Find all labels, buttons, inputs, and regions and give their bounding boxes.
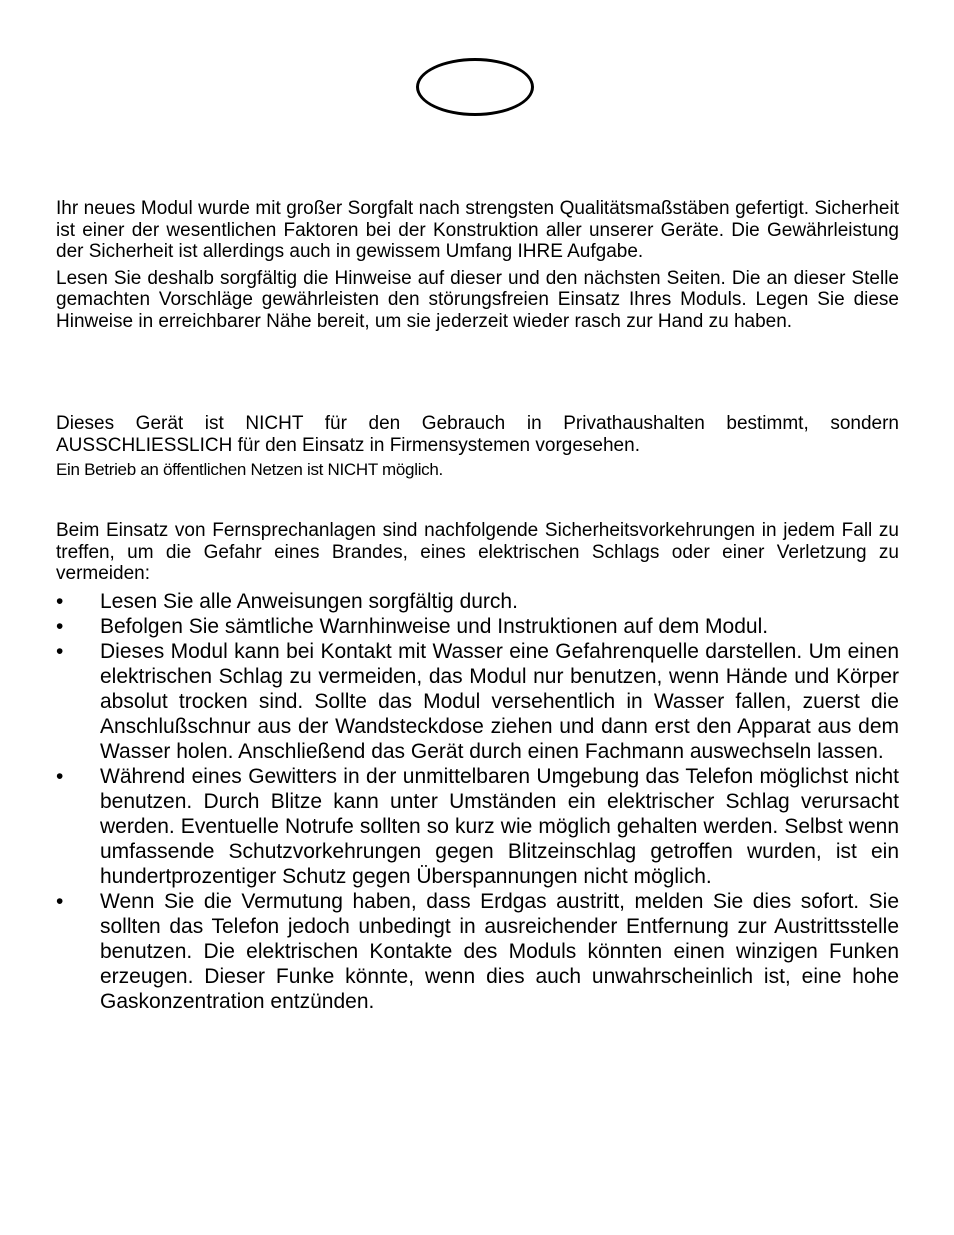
list-item <box>56 614 899 639</box>
usage-note: Ein Betrieb an öffentlichen Netzen ist NICHT möglich. <box>56 460 443 479</box>
list-item-text: Befolgen Sie sämtliche Warnhinweise und Instruktionen auf dem Modul. <box>100 615 769 638</box>
bullet-icon: • <box>56 890 64 913</box>
list-item-text: Dieses Modul kann bei Kontakt mit Wasser eine Gefahrenquelle darstellen. Um einen elektrischen Schlag zu vermeiden, das Modul nur benutzen, wenn Hände und Körper absolut trocken sind. Sollte das Modul versehentlich in Wasser fallen, zuerst die Anschlußschnur aus der Wandsteckdose ziehen und dann erst den Apparat aus dem Wasser holen. Anschließend das Gerät durch einen Fachmann auswechseln lassen. <box>100 640 899 763</box>
header-oval-shape <box>416 58 534 116</box>
list-item <box>56 639 899 764</box>
usage-paragraph: Dieses Gerät ist NICHT für den Gebrauch in Privathaushalten bestimmt, sondern AUSSCHLIESSLICH für den Einsatz in Firmensystemen vorgesehen. <box>56 413 899 456</box>
list-item-text: Lesen Sie alle Anweisungen sorgfältig durch. <box>100 590 518 613</box>
list-item <box>56 764 899 889</box>
bullet-icon: • <box>56 640 64 663</box>
list-item-text: Wenn Sie die Vermutung haben, dass Erdgas austritt, melden Sie dies sofort. Sie sollten das Telefon jedoch unbedingt in ausreichender Entfernung zur Austrittsstelle benutzen. Die elektrischen Kontakte des Moduls könnten einen winzigen Funken erzeugen. Dieser Funke könnte, wenn dies auch unwahrscheinlich ist, eine hohe Gaskonzentration entzünden. <box>100 890 899 1013</box>
safety-list <box>56 589 899 1014</box>
intro-paragraph-2: Lesen Sie deshalb sorgfältig die Hinweise auf dieser und den nächsten Seiten. Die an dieser Stelle gemachten Vorschläge gewährleisten den störungsfreien Einsatz Ihres Moduls. Legen Sie diese Hinweise in erreichbarer Nähe bereit, um sie jederzeit wieder rasch zur Hand zu haben. <box>56 267 899 332</box>
safety-intro-section <box>56 520 899 585</box>
list-item <box>56 589 899 614</box>
bullet-icon: • <box>56 615 64 638</box>
bullet-icon: • <box>56 765 64 788</box>
bullet-icon: • <box>56 590 64 613</box>
safety-intro-paragraph: Beim Einsatz von Fernsprechanlagen sind nachfolgende Sicherheitsvorkehrungen in jedem Fall zu treffen, um die Gefahr eines Brandes, eines elektrischen Schlags oder einer Verletzung zu vermeiden: <box>56 520 899 584</box>
intro-section <box>56 198 899 332</box>
usage-section <box>56 413 899 480</box>
list-item-text: Während eines Gewitters in der unmittelbaren Umgebung das Telefon möglichst nicht benutzen. Durch Blitze kann unter Umständen ein elektrischer Schlag verursacht werden. Eventuelle Notrufe sollten so kurz wie möglich gehalten werden. Selbst wenn umfassende Schutzvorkehrungen gegen Blitzeinschlag getroffen wurden, ist ein hundertprozentiger Schutz gegen Überspannungen nicht möglich. <box>100 765 899 888</box>
intro-paragraph-1: Ihr neues Modul wurde mit großer Sorgfalt nach strengsten Qualitätsmaßstäben gefertigt. Sicherheit ist einer der wesentlichen Faktoren bei der Konstruktion aller unserer Geräte. Die Gewährleistung der Sicherheit ist allerdings auch in gewissem Umfang IHRE Aufgabe. <box>56 198 899 262</box>
list-item <box>56 889 899 1014</box>
